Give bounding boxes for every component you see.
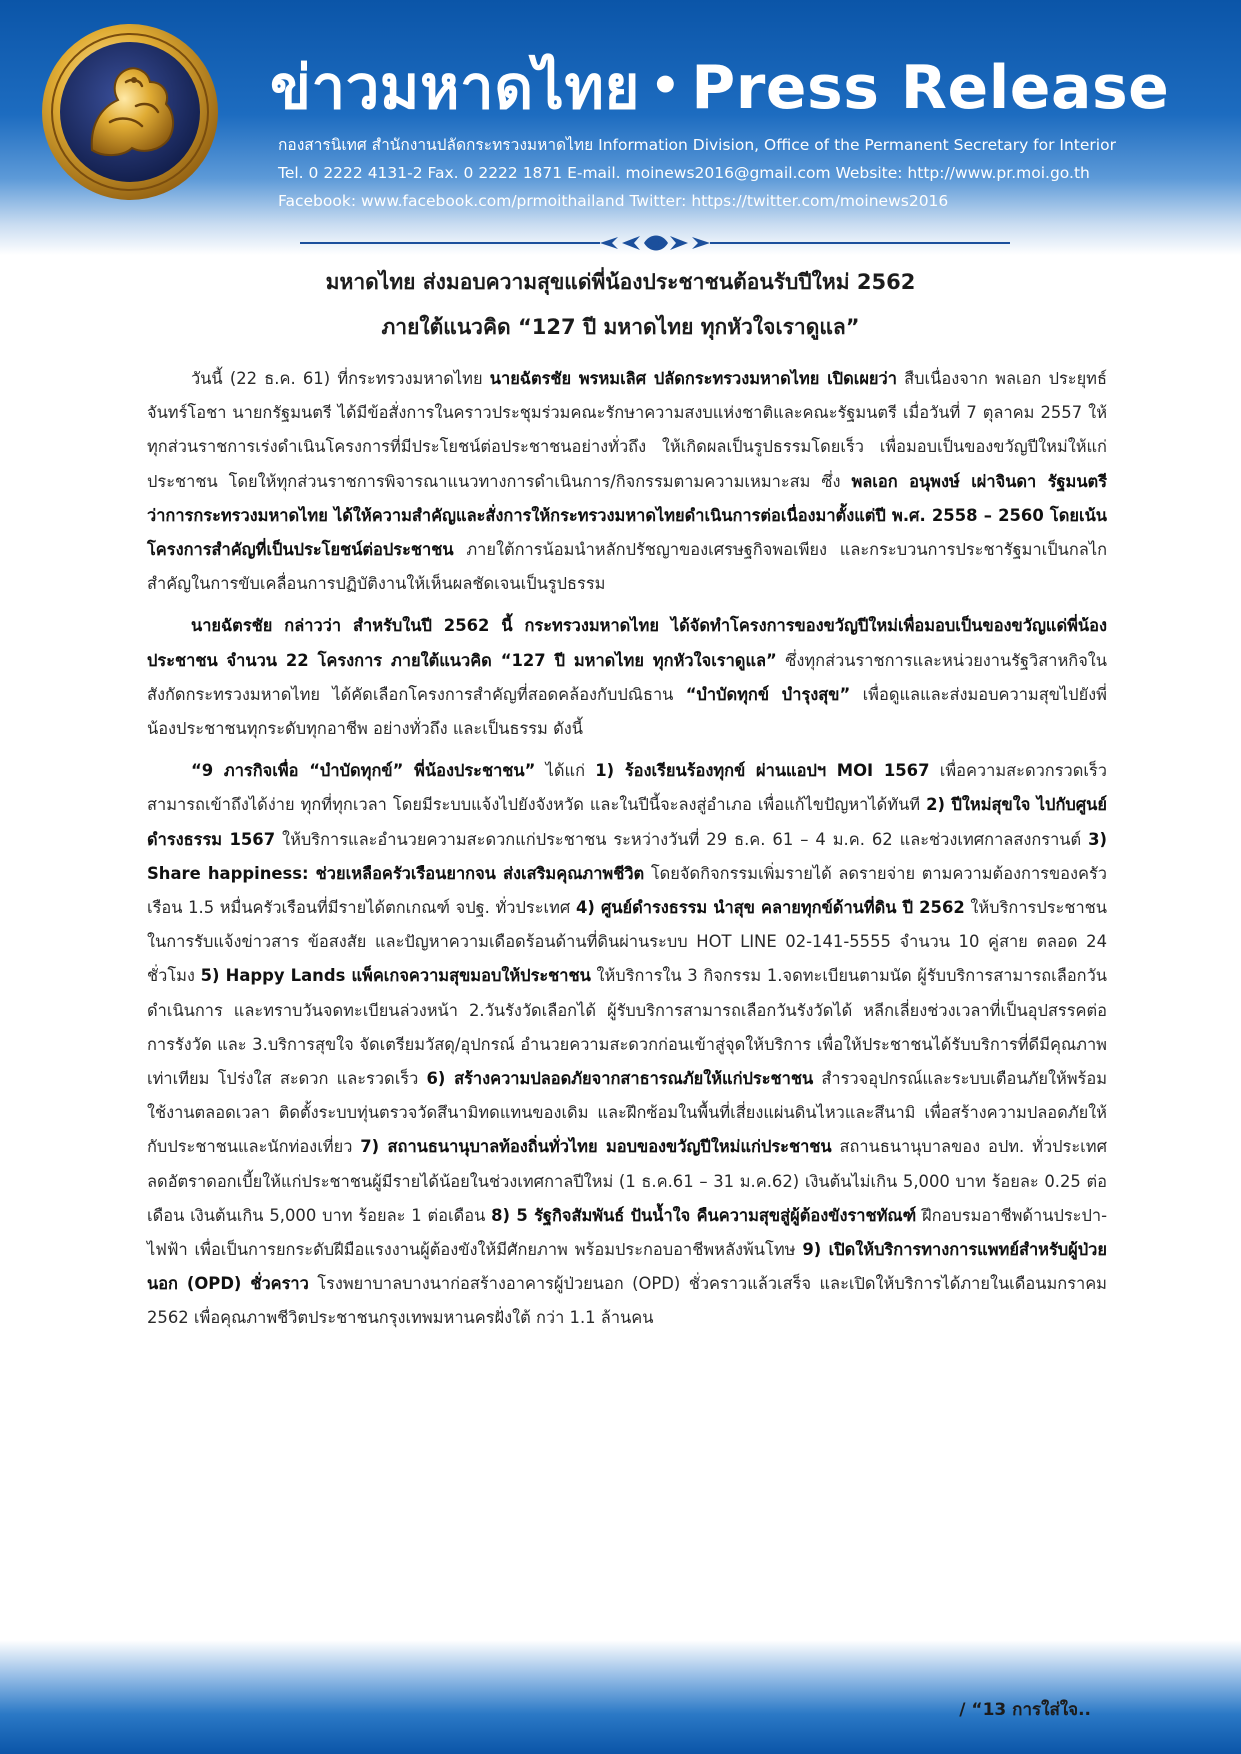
bold-text-run: “บำบัดทุกข์ บำรุงสุข” — [685, 684, 851, 704]
bold-text-run: 3) Share happiness: ช่วยเหลือครัวเรือนยากจน ส่งเสริมคุณภาพชีวิต — [147, 829, 1107, 883]
article-body — [147, 362, 1107, 1344]
bold-text-run: นายฉัตรชัย กล่าวว่า สำหรับในปี 2562 นี้ กระทรวงมหาดไทย ได้จัดทำโครงการของขวัญปีใหม่เพื่อมอบเป็นของขวัญแด่พี่น้องประชาชน จำนวน 22 โครงการ ภายใต้แนวคิด “127 ปี มหาดไทย ทุกหัวใจเราดูแล” — [147, 616, 1107, 670]
text-run: เพื่อดูแลและส่งมอบความสุขไปยังพี่น้องประชาชนทุกระดับทุกอาชีพ อย่างทั่วถึง และเป็นธรรม ดังนี้ — [147, 684, 1107, 739]
paragraph-2 — [147, 609, 1107, 746]
text-run: วันนี้ (22 ธ.ค. 61) ที่กระทรวงมหาดไทย — [191, 369, 490, 388]
text-run: ภายใต้การน้อมนำหลักปรัชญาของเศรษฐกิจพอเพียง และกระบวนการประชารัฐมาเป็นกลไกสำคัญในการขับเคลื่อนการปฏิบัติงานให้เห็นผลชัดเจนเป็นรูปธรรม — [147, 540, 1107, 594]
contact-line: Tel. 0 2222 4131-2 Fax. 0 2222 1871 E-mail. moinews2016@gmail.com Website: http://www.pr.moi.go.th — [278, 164, 1090, 182]
social-media-line: Facebook: www.facebook.com/prmoithailand Twitter: https://twitter.com/moinews2016 — [278, 192, 949, 210]
text-run: ให้บริการใน 3 กิจกรรม 1.จดทะเบียนตามนัด ผู้รับบริการสามารถเลือกวันดำเนินการ และทราบวันจดทะเบียนล่วงหน้า 2.วันรังวัดเลือกได้ ผู้รับบริการสามารถเลือกวันรังวัดได้ หลีกเลี่ยงช่วงเวลาที่เป็นอุปสรรคต่อการรังวัด และ 3.บริการสุขใจ จัดเตรียมวัสดุ/อุปกรณ์ อำนวยความสะดวกก่อนเข้าสู่จุดให้บริการ เพื่อให้ประชาชนได้รับบริการที่ดีมีคุณภาพ เท่าเทียม โปร่งใส สะดวก และรวดเร็ว — [147, 966, 1107, 1089]
bold-text-run: 9) เปิดให้บริการทางการแพทย์สำหรับผู้ป่วยนอก (OPD) ชั่วคราว — [147, 1240, 1107, 1294]
bold-text-run: 4) ศูนย์ดำรงธรรม นำสุข คลายทุกข์ด้านที่ดิน ปี 2562 — [575, 898, 965, 918]
masthead-title-english: Press Release — [691, 53, 1170, 123]
headline-line-2: ภายใต้แนวคิด “127 ปี มหาดไทย ทุกหัวใจเราดูแล” — [381, 315, 860, 339]
text-run: ได้แก่ — [535, 761, 596, 781]
bold-text-run: 2) ปีใหม่สุขใจ ไปกับศูนย์ดำรงธรรม 1567 — [147, 795, 1107, 849]
organization-line: กองสารนิเทศ สำนักงานปลัดกระทรวงมหาดไทย Information Division, Office of the Permanent Secretary for Interior — [278, 136, 1116, 154]
text-run: สำรวจอุปกรณ์และระบบเตือนภัยให้พร้อมใช้งานตลอดเวลา ติดตั้งระบบทุ่นตรวจวัดสึนามิทดแทนของเดิม และฝึกซ้อมในพื้นที่เสี่ยงแผ่นดินไหวและสึนามิ เพื่อสร้างความปลอดภัยให้กับประชาชนและนักท่องเที่ยว — [147, 1069, 1108, 1157]
text-run: ซึ่งทุกส่วนราชการและหน่วยงานรัฐวิสาหกิจในสังกัดกระทรวงมหาดไทย ได้คัดเลือกโครงการสำคัญที่สอดคล้องกับปณิธาน — [147, 650, 1108, 704]
bold-text-run: นายฉัตรชัย พรหมเลิศ ปลัดกระทรวงมหาดไทย เปิดเผยว่า — [489, 369, 897, 388]
text-run: ให้บริการและอำนวยความสะดวกแก่ประชาชน ระหว่างวันที่ 29 ธ.ค. 61 – 4 ม.ค. 62 และช่วงเทศกาลสงกรานต์ — [275, 829, 1089, 849]
masthead-separator: • — [650, 58, 682, 114]
paragraph-1 — [147, 362, 1107, 601]
paragraph-3 — [147, 754, 1107, 1335]
bold-text-run: 5) Happy Lands แพ็คเกจความสุขมอบให้ประชาชน — [200, 966, 591, 986]
bold-text-run: 7) สถานธนานุบาลท้องถิ่นทั่วไทย มอบของขวัญปีใหม่แก่ประชาชน — [360, 1137, 832, 1157]
bold-text-run: “9 ภารกิจเพื่อ “บำบัดทุกข์” พี่น้องประชาชน” — [191, 761, 536, 781]
text-run: ฝึกอบรมอาชีพด้านประปา-ไฟฟ้า เพื่อเป็นการยกระดับฝีมือแรงงานผู้ต้องขังให้มีศักยภาพ พร้อมประกอบอาชีพหลังพ้นโทษ — [147, 1205, 1107, 1260]
text-run: เพื่อความสะดวกรวดเร็ว สามารถเข้าถึงได้ง่าย ทุกที่ทุกเวลา โดยมีระบบแจ้งไปยังจังหวัด และในปีนี้จะลงสู่อำเภอ เพื่อแก้ไขปัญหาได้ทันที — [147, 761, 1107, 815]
bold-text-run: พลเอก อนุพงษ์ เผ่าจินดา รัฐมนตรีว่าการกระทรวงมหาดไทย ได้ให้ความสำคัญและสั่งการให้กระทรวงมหาดไทยดำเนินการต่อเนื่องมาตั้งแต่ปี พ.ศ. 2558 – 2560 โดยเน้นโครงการสำคัญที่เป็นประโยชน์ต่อประชาชน — [147, 471, 1108, 560]
bold-text-run: 8) 5 รัฐกิจสัมพันธ์ ปันน้ำใจ คืนความสุขสู่ผู้ต้องขังราชทัณฑ์ — [491, 1205, 917, 1225]
text-run: โรงพยาบาลบางนาก่อสร้างอาคารผู้ป่วยนอก (OPD) ชั่วคราวแล้วเสร็จ และเปิดให้บริการได้ภายในเดือนมกราคม 2562 เพื่อคุณภาพชีวิตประชาชนกรุงเทพมหานครฝั่งใต้ กว่า 1.1 ล้านคน — [147, 1274, 1107, 1328]
continue-note: / “13 การใส่ใจ.. — [959, 1700, 1091, 1720]
masthead-title — [270, 48, 1169, 126]
text-run: สืบเนื่องจาก พลเอก ประยุทธ์ จันทร์โอชา นายกรัฐมนตรี ได้มีข้อสั่งการในคราวประชุมร่วมคณะรักษาความสงบแห่งชาติและคณะรัฐมนตรี เมื่อวันที่ 7 ตุลาคม 2557 ให้ทุกส่วนราชการเร่งดำเนินโครงการที่มีประโยชน์ต่อประชาชนอย่างทั่วถึง ให้เกิดผลเป็นรูปธรรมโดยเร็ว เพื่อมอบเป็นของขวัญปีใหม่ให้แก่ประชาชน โดยให้ทุกส่วนราชการพิจารณาแนวทางการดำเนินการ/กิจกรรมตามความเหมาะสม ซึ่ง — [147, 369, 1107, 491]
bold-text-run: 6) สร้างความปลอดภัยจากสาธารณภัยให้แก่ประชาชน — [426, 1069, 814, 1089]
text-run: สถานธนานุบาลของ อปท. ทั่วประเทศ ลดอัตราดอกเบี้ยให้แก่ประชาชนผู้มีรายได้น้อยในช่วงเทศกาลปีใหม่ (1 ธ.ค.61 – 31 ม.ค.62) เงินต้นไม่เกิน 5,000 บาท ร้อยละ 0.25 ต่อเดือน เงินต้นเกิน 5,000 บาท ร้อยละ 1 ต่อเดือน — [147, 1137, 1107, 1225]
text-run: ให้บริการประชาชนในการรับแจ้งข่าวสาร ข้อสงสัย และปัญหาความเดือดร้อนด้านที่ดินผ่านระบบ HOT LINE 02-141-5555 จำนวน 10 คู่สาย ตลอด 24 ชั่วโมง — [147, 898, 1107, 986]
headline-line-1: มหาดไทย ส่งมอบความสุขแด่พี่น้องประชาชนต้อนรับปีใหม่ 2562 — [325, 270, 916, 294]
divider-ornament-icon — [300, 228, 1010, 258]
ministry-emblem-icon — [40, 22, 220, 202]
masthead-title-thai: ข่าวมหาดไทย — [270, 53, 641, 123]
bold-text-run: 1) ร้องเรียนร้องทุกข์ ผ่านแอปฯ MOI 1567 — [595, 761, 930, 781]
text-run: โดยจัดกิจกรรมเพิ่มรายได้ ลดรายจ่าย ตามความต้องการของครัวเรือน 1.5 หมื่นครัวเรือนที่มีรายได้ตกเกณฑ์ จปฐ. ทั่วประเทศ — [147, 863, 1107, 918]
